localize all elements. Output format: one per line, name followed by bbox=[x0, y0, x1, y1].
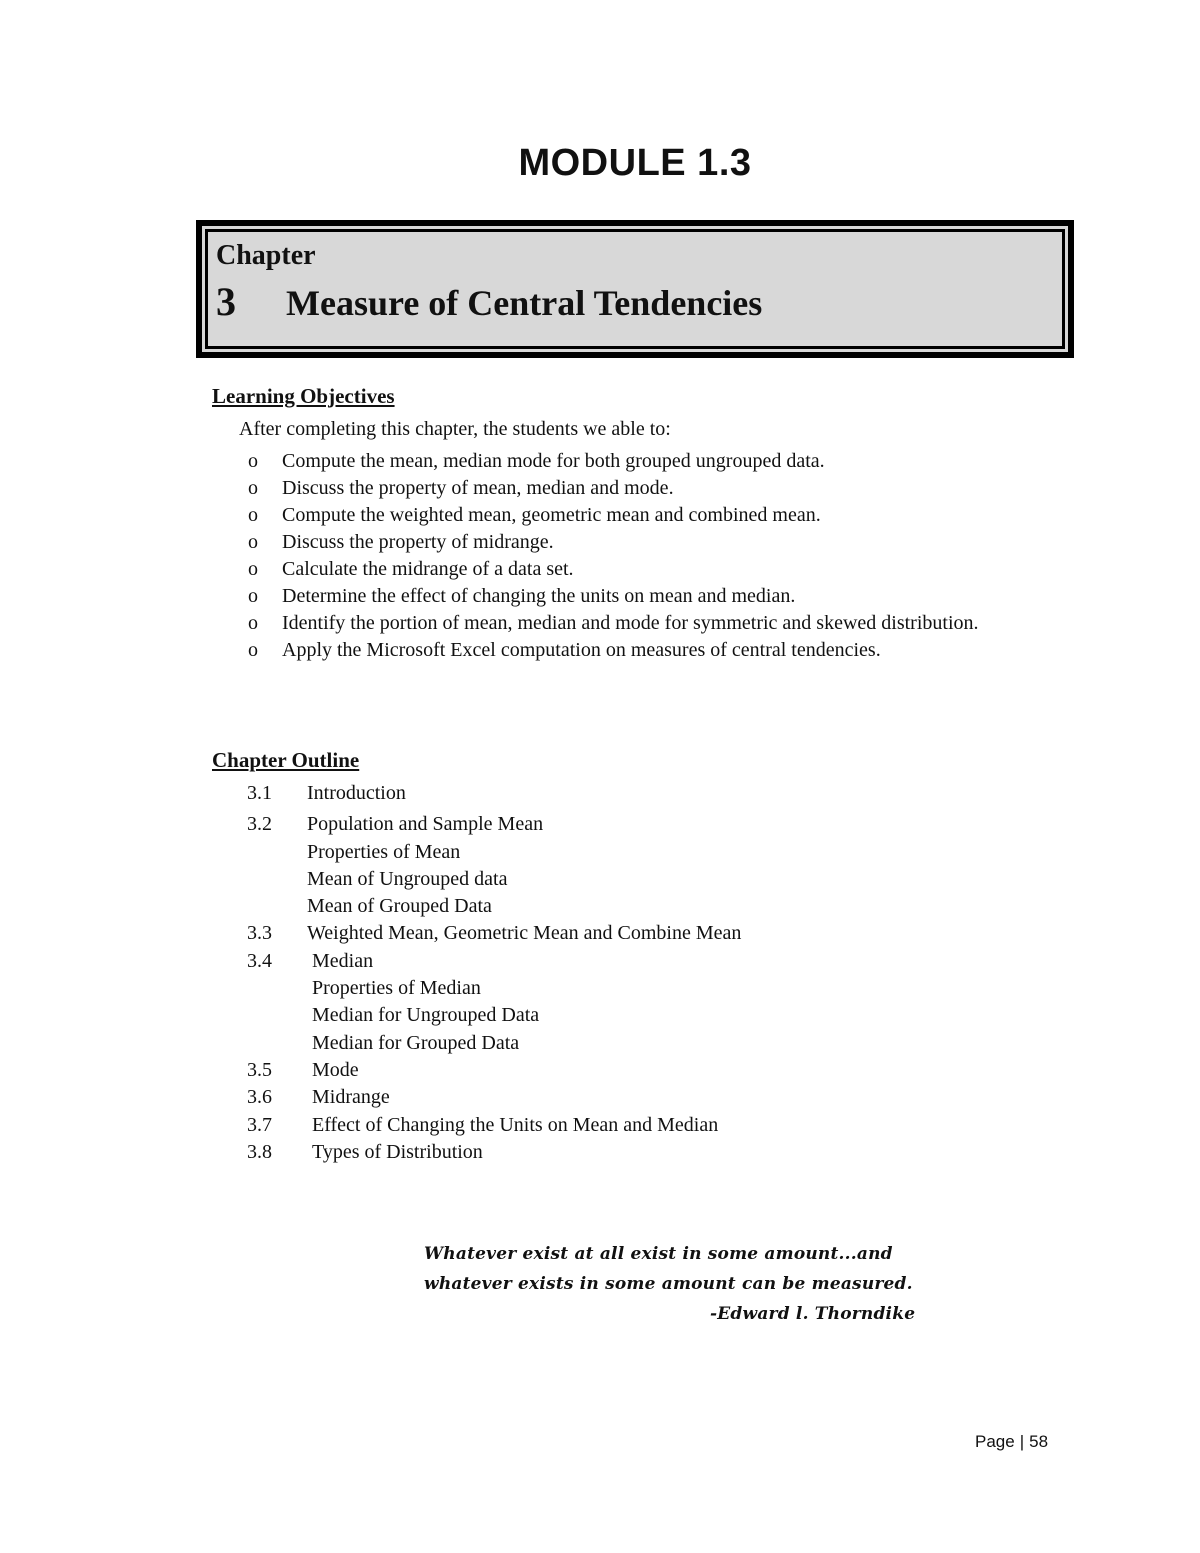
section-title: Mode bbox=[312, 1058, 359, 1081]
section-title: Types of Distribution bbox=[312, 1140, 483, 1163]
section-number: 3.5 bbox=[247, 1058, 272, 1081]
bullet-icon: o bbox=[248, 504, 258, 526]
learning-objectives-heading: Learning Objectives bbox=[212, 384, 395, 408]
objectives-list bbox=[248, 448, 1060, 664]
bullet-icon: o bbox=[248, 639, 258, 661]
subsection-title: Properties of Median bbox=[312, 977, 481, 1000]
chapter-title: Measure of Central Tendencies bbox=[286, 283, 763, 323]
section-title: Median bbox=[312, 949, 374, 972]
quote-author: -Edward l. Thorndike bbox=[710, 1304, 916, 1324]
bullet-icon: o bbox=[248, 450, 258, 472]
page-number: 58 bbox=[1029, 1432, 1049, 1451]
section-title: Introduction bbox=[307, 782, 406, 804]
chapter-label: Chapter bbox=[216, 240, 316, 271]
chapter-outline-heading: Chapter Outline bbox=[212, 748, 360, 772]
objective-item: o Discuss the property of mean, median and mode. bbox=[248, 475, 1060, 502]
quote-line-1: Whatever exist at all exist in some amount...and bbox=[424, 1244, 893, 1264]
bullet-icon: o bbox=[248, 558, 258, 580]
section-number: 3.6 bbox=[247, 1086, 272, 1109]
subsection-title: Median for Grouped Data bbox=[312, 1031, 520, 1054]
objective-item: o Compute the weighted mean, geometric mean and combined mean. bbox=[248, 502, 1060, 529]
page-separator: | bbox=[1019, 1432, 1025, 1451]
section-number: 3.1 bbox=[247, 782, 272, 804]
objective-item: o Apply the Microsoft Excel computation on measures of central tendencies. bbox=[248, 637, 1060, 664]
section-number: 3.3 bbox=[247, 922, 272, 945]
section-number: 3.2 bbox=[247, 813, 272, 836]
section-number: 3.4 bbox=[247, 949, 272, 972]
section-title: Population and Sample Mean bbox=[307, 813, 544, 836]
page-label: Page bbox=[975, 1432, 1015, 1451]
chapter-header-box bbox=[196, 220, 1074, 358]
section-title: Midrange bbox=[312, 1086, 390, 1109]
subsection-title: Mean of Ungrouped data bbox=[307, 867, 508, 890]
objective-item: o Discuss the property of midrange. bbox=[248, 529, 1060, 556]
subsection-title: Median for Ungrouped Data bbox=[312, 1004, 540, 1027]
subsection-title: Mean of Grouped Data bbox=[307, 895, 492, 918]
bullet-icon: o bbox=[248, 612, 258, 634]
quote-line-2: whatever exists in some amount can be measured. bbox=[424, 1274, 913, 1294]
objective-item: o Calculate the midrange of a data set. bbox=[248, 556, 1060, 583]
objective-item: o Identify the portion of mean, median and mode for symmetric and skewed distribution. bbox=[248, 610, 1060, 637]
bullet-icon: o bbox=[248, 477, 258, 499]
section-title: Effect of Changing the Units on Mean and Median bbox=[312, 1113, 719, 1136]
section-title: Weighted Mean, Geometric Mean and Combine Mean bbox=[307, 922, 742, 945]
section-number: 3.8 bbox=[247, 1140, 272, 1163]
page-footer bbox=[975, 1432, 1048, 1452]
bullet-icon: o bbox=[248, 531, 258, 553]
chapter-number: 3 bbox=[216, 279, 236, 324]
section-number: 3.7 bbox=[247, 1113, 272, 1136]
subsection-title: Properties of Mean bbox=[307, 840, 461, 863]
module-title: MODULE 1.3 bbox=[518, 142, 752, 184]
bullet-icon: o bbox=[248, 585, 258, 607]
objectives-intro: After completing this chapter, the students we able to: bbox=[239, 418, 671, 440]
objective-item: o Compute the mean, median mode for both grouped ungrouped data. bbox=[248, 448, 1060, 475]
objective-item: o Determine the effect of changing the units on mean and median. bbox=[248, 583, 1060, 610]
